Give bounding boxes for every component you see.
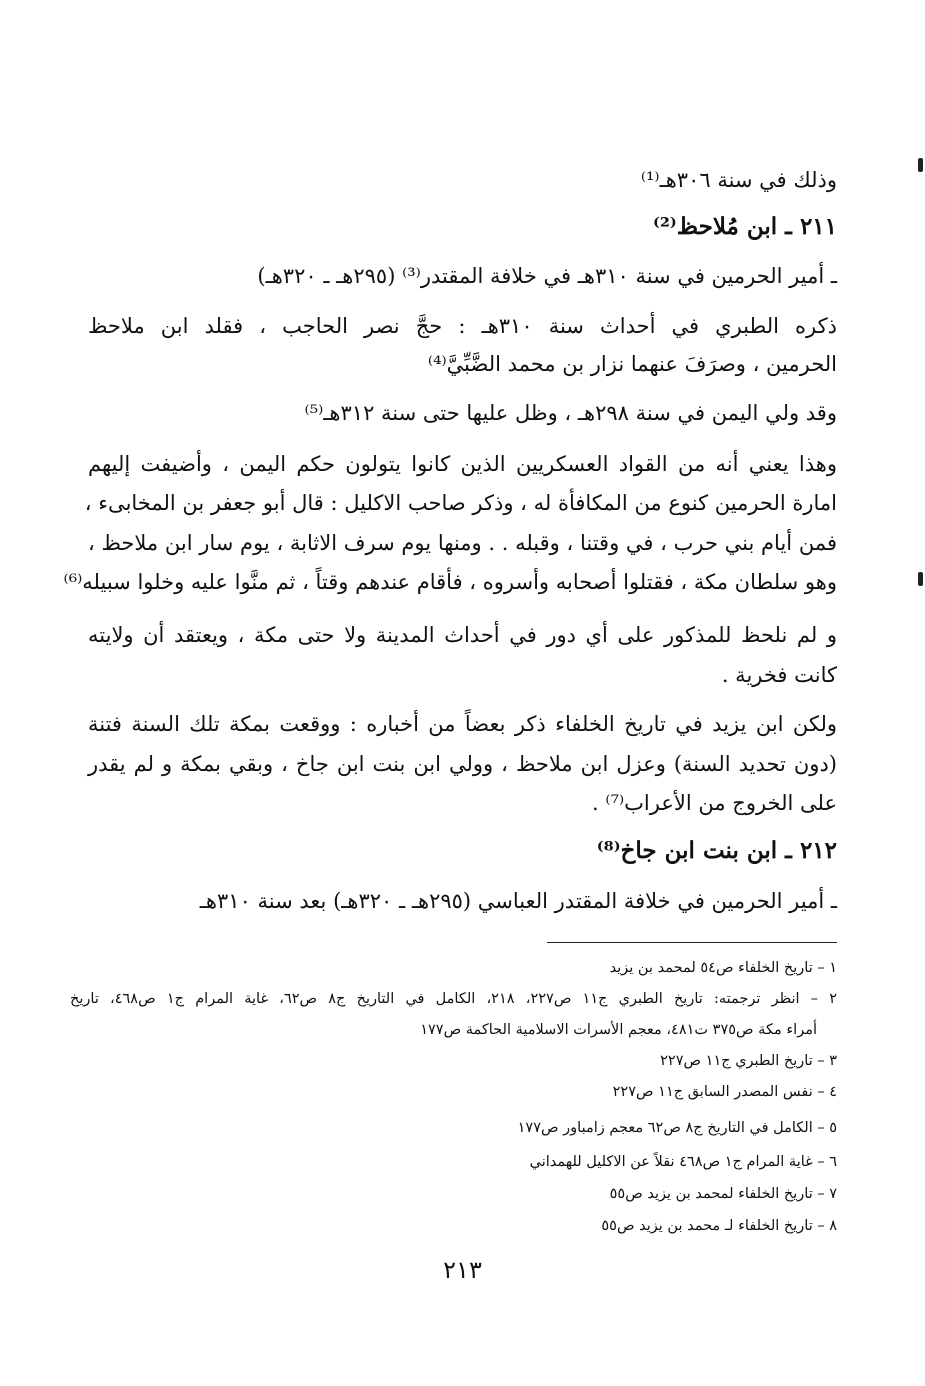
footnote: أمراء مكة ص٣٧٥ ت٤٨١، معجم الأسرات الاسلامية الحاكمة ص١٧٧: [420, 1022, 817, 1038]
margin-mark: [918, 158, 923, 172]
body-line: (دون تحديد السنة) وعزل ابن ملاحظ ، وولي ابن بنت ابن جاخ ، وبقي بمكة و لم يقدر: [88, 752, 837, 776]
footnote: ٤ – نفس المصدر السابق ج١١ ص٢٢٧: [612, 1084, 837, 1100]
footnote: ٣ – تاريخ الطبري ج١١ ص٢٢٧: [660, 1053, 837, 1069]
body-line: على الخروج من الأعراب⁽⁷⁾ .: [592, 791, 837, 815]
body-line: و لم نلحظ للمذكور على أي دور في أحداث المدينة ولا حتى مكة ، ويعتقد أن ولايته: [88, 623, 837, 647]
footnote: ٥ – الكامل في التاريخ ج٨ ص٦٢ معجم زامباور ص١٧٧: [517, 1120, 837, 1136]
body-line: وقد ولي اليمن في سنة ٢٩٨هـ ، وظل عليها حتى سنة ٣١٢هـ⁽⁵⁾: [304, 401, 837, 425]
body-line: امارة الحرمين كنوع من المكافأة له ، وذكر صاحب الاكليل : قال أبو جعفر بن المخابىء ،: [84, 491, 837, 515]
body-line: الحرمين ، وصرَفَ عنهما نزار بن محمد الضَّبِّيَّ⁽⁴⁾: [427, 352, 837, 376]
body-line: ـ أمير الحرمين في خلافة المقتدر العباسي (٢٩٥هـ ـ ٣٢٠هـ) بعد سنة ٣١٠هـ: [199, 889, 837, 913]
body-line: ذكره الطبري في أحداث سنة ٣١٠هـ : حجَّ نصر الحاجب ، فقلد ابن ملاحظ: [88, 314, 837, 338]
entry-heading: ٢١٢ ـ ابن بنت ابن جاخ⁽⁸⁾: [596, 837, 837, 864]
footnote: ١ – تاريخ الخلفاء ص٥٤ لمحمد بن يزيد: [609, 960, 837, 976]
footnote: ٧ – تاريخ الخلفاء لمحمد بن يزيد ص٥٥: [609, 1186, 837, 1202]
footnote: ٢ – انظر ترجمته: تاريخ الطبري ج١١ ص٢٢٧، ٢١٨، الكامل في التاريخ ج٨ ص٦٢، غاية المرام ج١ ص٤٦٨، تاريخ: [70, 991, 838, 1007]
footnote-divider: [547, 942, 837, 943]
margin-mark: [918, 572, 923, 586]
body-line: وهذا يعني أنه من القواد العسكريين الذين كانوا يتولون حكم اليمن ، وأضيفت إليهم: [88, 452, 837, 476]
body-line: ولكن ابن يزيد في تاريخ الخلفاء ذكر بعضاً من أخباره : ووقعت بمكة تلك السنة فتنة: [88, 712, 837, 736]
body-line: وذلك في سنة ٣٠٦هـ⁽¹⁾: [640, 168, 837, 192]
footnote: ٨ – تاريخ الخلفاء لـ محمد بن يزيد ص٥٥: [601, 1218, 837, 1234]
entry-heading: ٢١١ ـ ابن مُلاحظ⁽²⁾: [652, 213, 837, 240]
page-number: ٢١٣: [443, 1256, 482, 1284]
body-line: كانت فخرية .: [721, 663, 837, 687]
body-line: ـ أمير الحرمين في سنة ٣١٠هـ في خلافة المقتدر⁽³⁾ (٢٩٥هـ ـ ٣٢٠هـ): [257, 264, 837, 288]
body-line: فمن أيام بني حرب ، في وقتنا ، وقبله . . ومنها يوم سرف الاثابة ، يوم سار ابن ملاحظ ،: [88, 531, 837, 555]
body-line: وهو سلطان مكة ، فقتلوا أصحابه وأسروه ، فأقام عندهم وقتاً ، ثم منَّوا عليه وخلوا سبيله⁽⁶⁾: [63, 570, 837, 594]
footnote: ٦ – غاية المرام ج١ ص٤٦٨ نقلاً عن الاكليل للهمداني: [529, 1154, 837, 1170]
